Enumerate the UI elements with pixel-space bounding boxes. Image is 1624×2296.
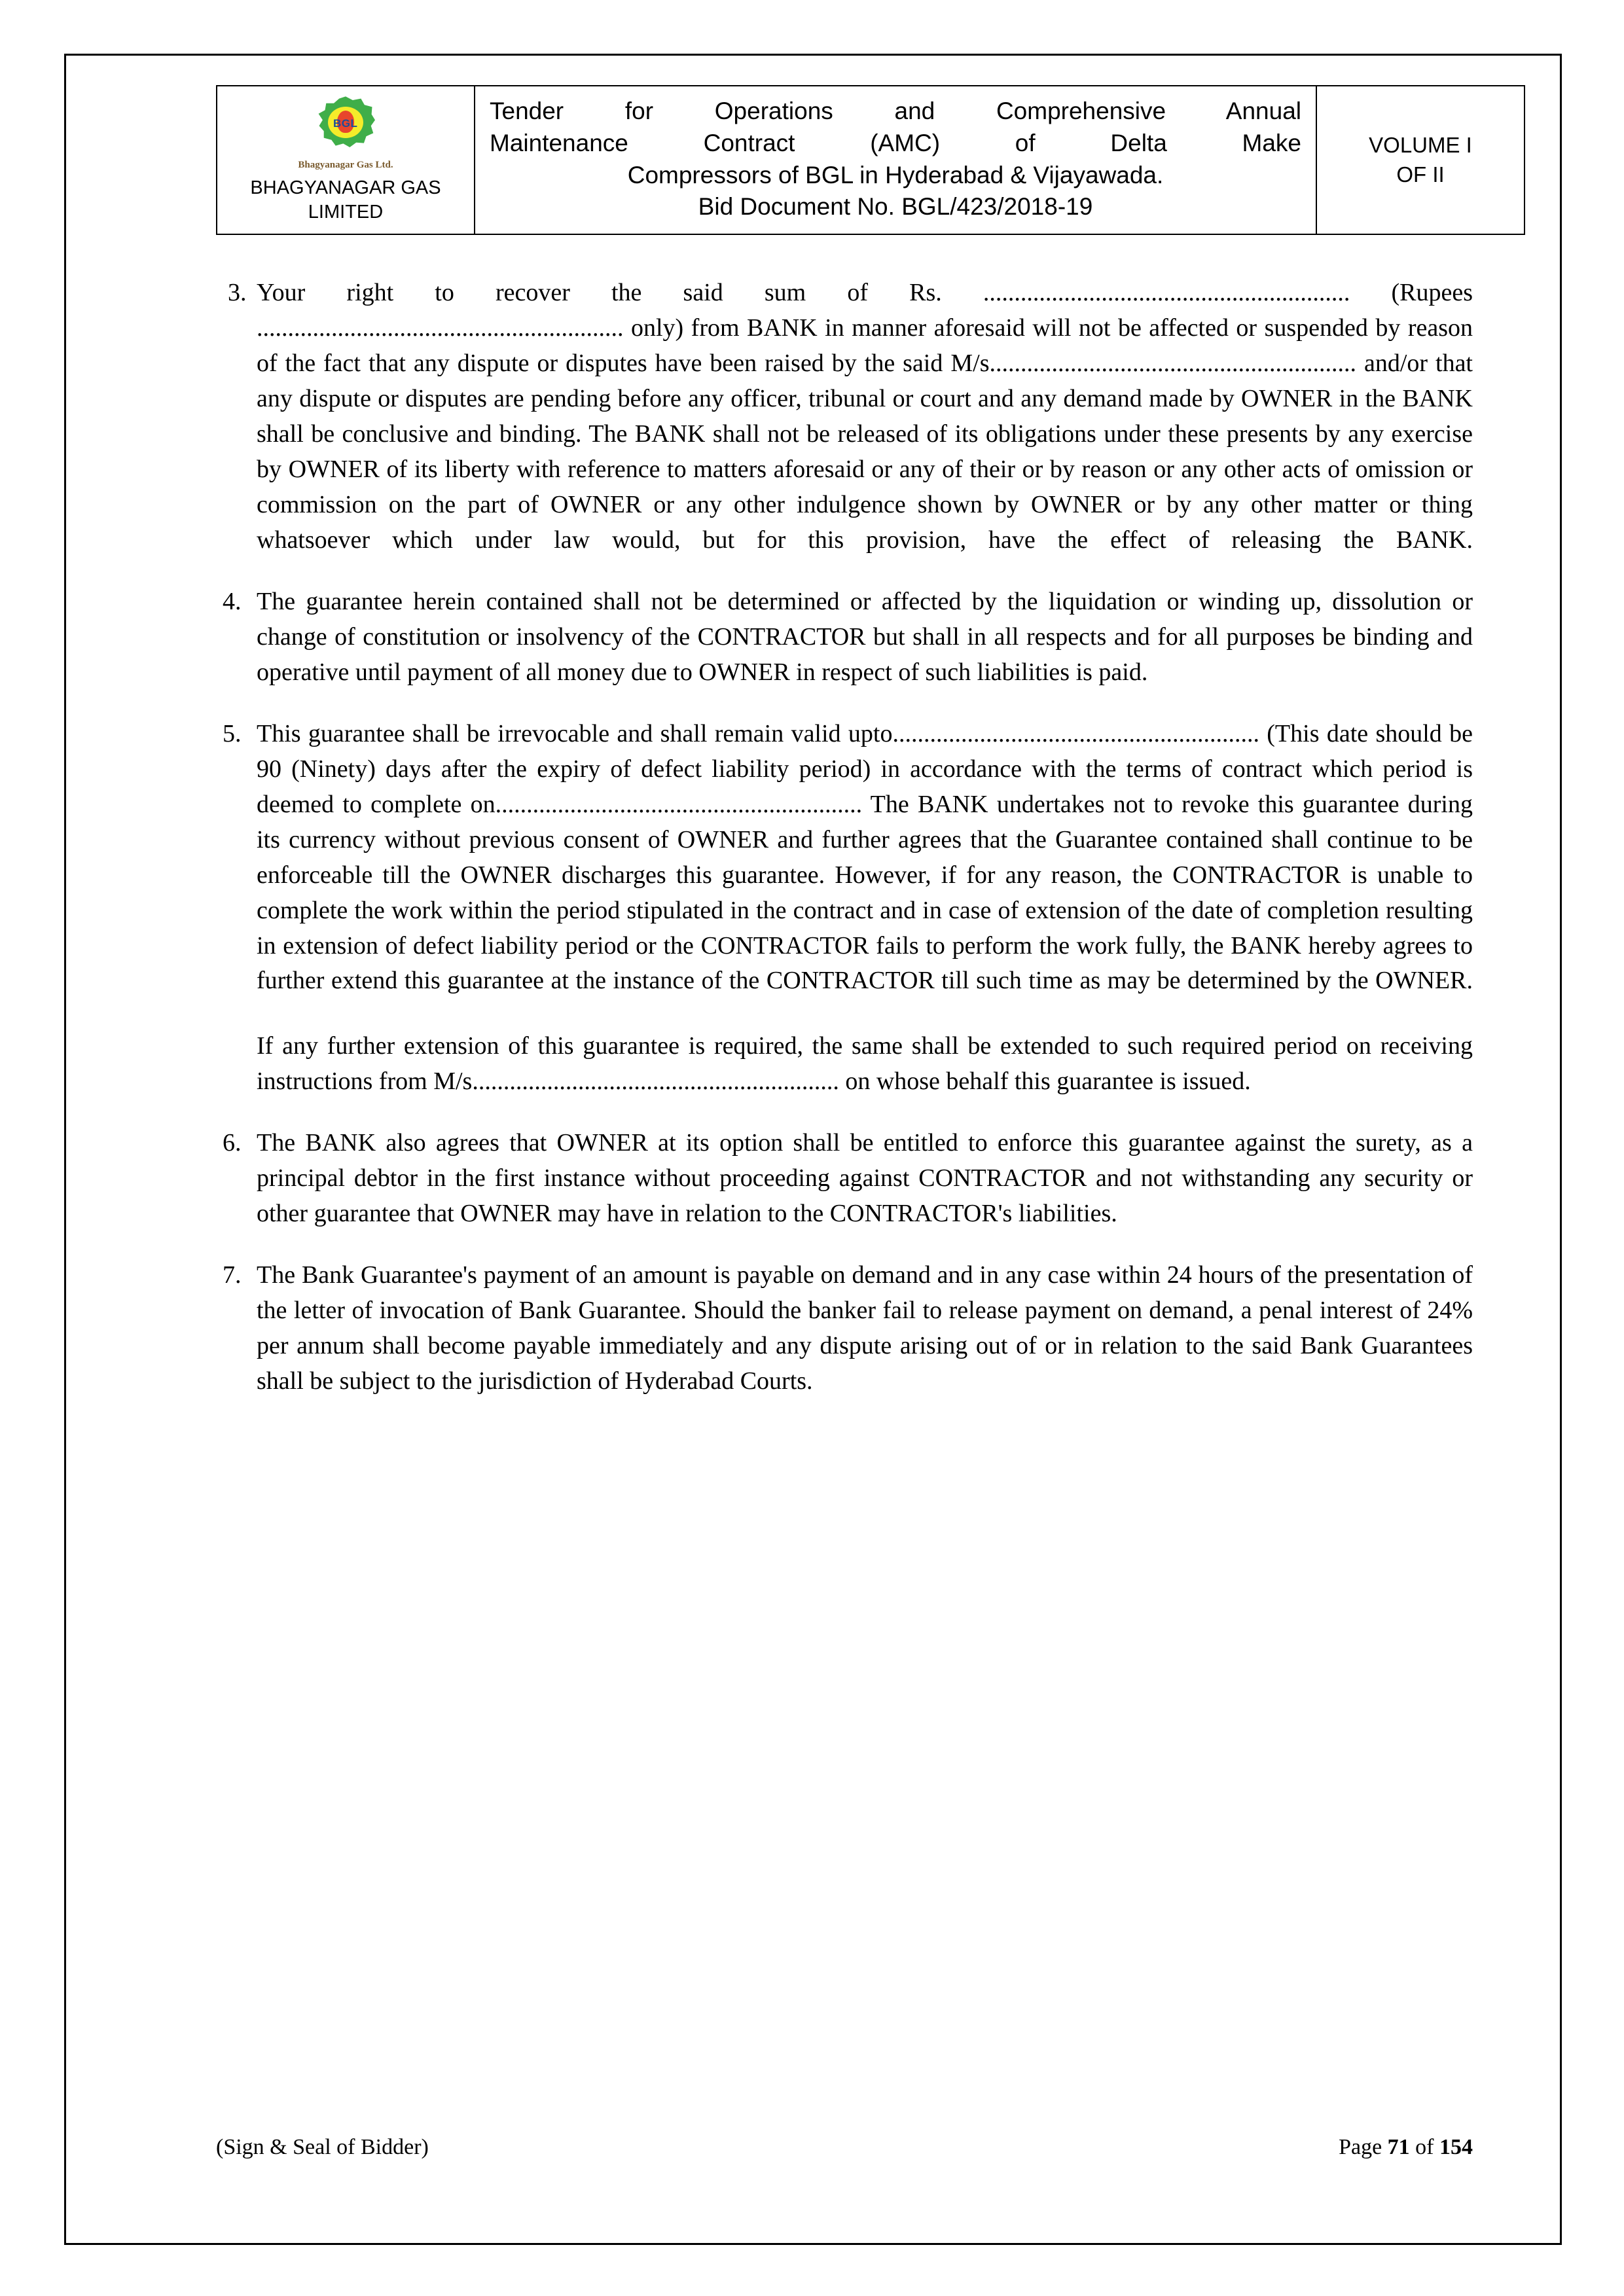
clause-paragraph: Your right to recover the said sum of Rs. ........................................................... (Rupees ........................................................... only) from BANK in manner aforesaid will not be affected or suspended by reason of the fact that any dispute or disputes have been raised by the said M/s........................................................... and/or that any dispute or disputes are pending before any officer, tribunal or court and any demand made by OWNER in the BANK shall be conclusive and binding. The BANK shall not be released of its obligations under these presents by any exercise by OWNER of its liberty with reference to matters aforesaid or any of their or by reason or any other acts of omission or commission on the part of OWNER or any other indulgence shown by OWNER or by any other matter or thing whatsoever which under law would, but for this provision, have the effect of releasing the BANK.: [257, 279, 1473, 554]
clause-item: [216, 584, 1473, 691]
clause-text: [257, 1126, 1473, 1232]
clause-text: [257, 717, 1473, 1100]
company-name-line1: BHAGYANAGAR GAS: [250, 177, 441, 199]
footer-total-pages: 154: [1439, 2135, 1473, 2159]
clause-text: [257, 584, 1473, 691]
clause-number: 6.: [223, 1129, 242, 1157]
clause-paragraph: If any further extension of this guarantee is required, the same shall be extended to such required period on receiving instructions from M/s........................................................... on whose behalf this guarantee is issued.: [257, 1032, 1473, 1096]
clause-item: [216, 1126, 1473, 1232]
document-header-table: [216, 85, 1525, 235]
clause-paragraph: This guarantee shall be irrevocable and shall remain valid upto........................................................... (This date should be 90 (Ninety) days after the expiry of defect liability period) in accordance with the terms of contract which period is deemed to complete on........................................................... The BANK undertakes not to revoke this guarantee during its currency without previous consent of OWNER and further agrees that the Guarantee contained shall continue to be enforceable till the OWNER discharges this guarantee. However, if for any reason, the CONTRACTOR is unable to complete the work within the period stipulated in the contract and in case of extension of the date of completion resulting in extension of defect liability period or the CONTRACTOR fails to perform the work fully, the BANK hereby agrees to further extend this guarantee at the instance of the CONTRACTOR till such time as may be determined by the OWNER.: [257, 719, 1473, 995]
clause-item: [216, 1258, 1473, 1399]
company-name-line2: LIMITED: [308, 201, 384, 223]
clause-text: [257, 276, 1473, 558]
header-logo-cell: [217, 86, 475, 234]
header-bid-document-no: Bid Document No. BGL/423/2018-19: [698, 193, 1093, 221]
footer-of-label: of: [1415, 2135, 1434, 2159]
header-title-line1: Tender for Operations and Comprehensive Annual: [490, 98, 1301, 124]
volume-line1: VOLUME I: [1369, 133, 1472, 158]
footer-page-indicator: [1339, 2135, 1473, 2160]
logo-wrap: [221, 94, 470, 171]
header-title: [490, 96, 1301, 223]
bgl-logo-icon: [307, 94, 384, 158]
header-volume-cell: [1316, 86, 1525, 234]
clause-paragraph: The Bank Guarantee's payment of an amount is payable on demand and in any case within 24 hours of the presentation of the letter of invocation of Bank Guarantee. Should the banker fail to release payment on demand, a penal interest of 24% per annum shall become payable immediately and any dispute arising out of or in relation to the said Bank Guarantees shall be subject to the jurisdiction of Hyderabad Courts.: [257, 1261, 1473, 1395]
clause-number: 7.: [223, 1261, 242, 1289]
clause-item: [216, 276, 1473, 558]
clause-number: 3.: [228, 279, 247, 307]
header-title-line3: Compressors of BGL in Hyderabad & Vijayawada.: [627, 161, 1164, 188]
clause-paragraph: The guarantee herein contained shall not be determined or affected by the liquidation or winding up, dissolution or change of constitution or insolvency of the CONTRACTOR but shall in all respects and for all purposes be binding and operative until payment of all money due to OWNER in respect of such liabilities is paid.: [257, 587, 1473, 686]
header-title-line2: Maintenance Contract (AMC) of Delta Make: [490, 129, 1301, 156]
volume-line2: OF II: [1396, 162, 1445, 187]
page-footer: [216, 2135, 1473, 2160]
logo-mark-text: BGL: [333, 117, 358, 130]
header-title-cell: [475, 86, 1316, 234]
clause-text: [257, 1258, 1473, 1399]
footer-page-label: Page: [1339, 2135, 1382, 2159]
clause-number: 4.: [223, 587, 242, 615]
clause-list: [216, 276, 1473, 1399]
clause-item: [216, 717, 1473, 1100]
footer-page-number: 71: [1387, 2135, 1410, 2159]
page-content: [118, 85, 1512, 1426]
clause-paragraph: The BANK also agrees that OWNER at its option shall be entitled to enforce this guarantee against the surety, as a principal debtor in the first instance without proceeding against CONTRACTOR and not withstanding any security or other guarantee that OWNER may have in relation to the CONTRACTOR's liabilities.: [257, 1129, 1473, 1228]
logo-caption: Bhagyanagar Gas Ltd.: [298, 160, 393, 171]
clause-number: 5.: [223, 719, 242, 747]
footer-signature-label: (Sign & Seal of Bidder): [216, 2135, 429, 2159]
